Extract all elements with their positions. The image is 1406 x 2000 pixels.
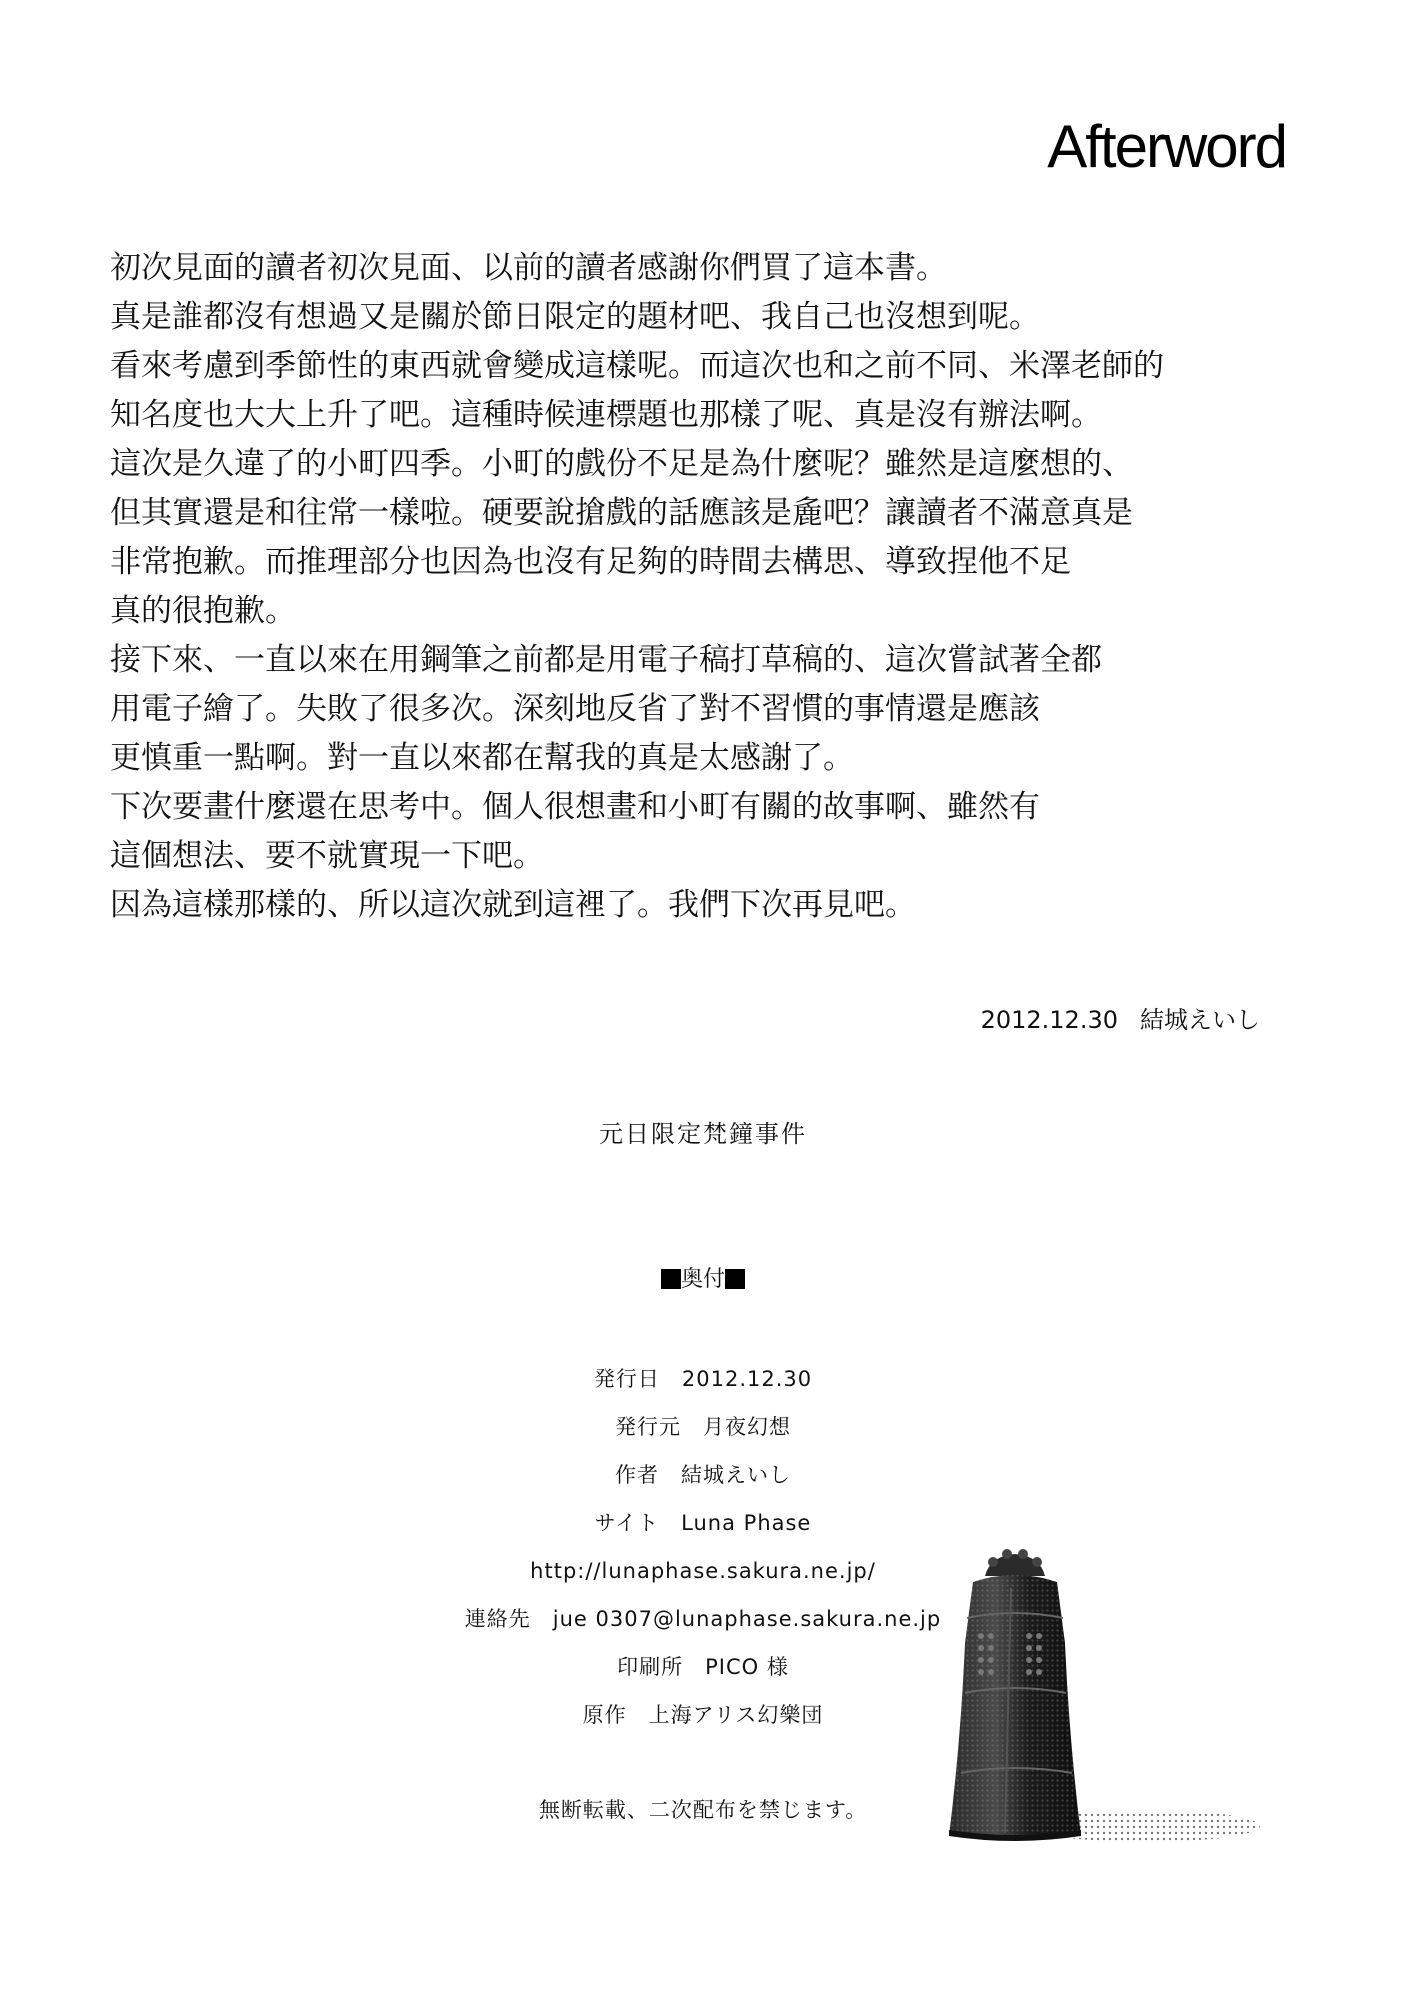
black-square-icon (661, 1269, 681, 1289)
signature-date: 2012.12.30 (980, 1006, 1118, 1034)
afterword-body (110, 244, 1290, 930)
colophon-heading-label: 奥付 (680, 1267, 725, 1292)
colophon-label: 原作 (582, 1703, 627, 1727)
colophon-url-text: http://lunaphase.sakura.ne.jp/ (530, 1559, 876, 1583)
colophon-issue-date (0, 1355, 1406, 1403)
afterword-line: 真的很抱歉。 (110, 593, 296, 629)
page-title: Afterword (1047, 113, 1286, 180)
book-title: 元日限定梵鐘事件 (599, 1120, 807, 1148)
afterword-line: 看來考慮到季節性的東西就會變成這樣呢。而這次也和之前不同、米澤老師的 (110, 348, 1164, 384)
colophon-label: 連絡先 (464, 1607, 531, 1631)
afterword-line: 但其實還是和往常一樣啦。硬要說搶戲的話應該是麁吧？讓讀者不滿意真是 (110, 495, 1133, 531)
signature-author: 結城えいし (1140, 1006, 1260, 1034)
afterword-line: 更慎重一點啊。對一直以來都在幫我的真是太感謝了。 (110, 740, 854, 776)
colophon-label: 発行元 (615, 1415, 681, 1439)
colophon-label: 作者 (615, 1463, 659, 1487)
afterword-line: 用電子繪了。失敗了很多次。深刻地反省了對不習慣的事情還是應該 (110, 691, 1040, 727)
afterword-line: 下次要畫什麼還在思考中。個人很想畫和小町有關的故事啊、雖然有 (110, 789, 1040, 825)
colophon-value: 月夜幻想 (703, 1415, 791, 1439)
colophon-label: サイト (594, 1511, 660, 1535)
colophon-label: 発行日 (593, 1367, 660, 1391)
colophon-publisher (0, 1403, 1406, 1451)
afterword-line: 這次是久違了的小町四季。小町的戲份不足是為什麼呢？雖然是這麼想的、 (110, 446, 1133, 482)
colophon-author (0, 1451, 1406, 1499)
black-square-icon (725, 1269, 745, 1289)
afterword-line: 因為這樣那樣的、所以這次就到這裡了。我們下次再見吧。 (110, 887, 916, 923)
colophon-site (0, 1499, 1406, 1547)
colophon-value: PICO 様 (705, 1655, 789, 1679)
copyright-notice: 無断転載、二次配布を禁じます。 (538, 1798, 868, 1822)
afterword-line: 真是誰都沒有想過又是關於節日限定的題材吧、我自己也沒想到呢。 (110, 299, 1040, 335)
afterword-line: 接下來、一直以來在用鋼筆之前都是用電子稿打草稿的、這次嘗試著全都 (110, 642, 1102, 678)
signature (981, 1000, 1260, 1035)
colophon-value: jue 0307@lunaphase.sakura.ne.jp (552, 1607, 942, 1631)
colophon-heading (0, 1262, 1406, 1293)
colophon-label: 印刷所 (617, 1655, 684, 1679)
afterword-line: 初次見面的讀者初次見面、以前的讀者感謝你們買了這本書。 (110, 250, 947, 286)
colophon-value: Luna Phase (681, 1511, 812, 1535)
colophon-value: 上海アリス幻樂団 (648, 1703, 824, 1727)
afterword-line: 非常抱歉。而推理部分也因為也沒有足夠的時間去構思、導致捏他不足 (110, 544, 1071, 580)
colophon-value: 結城えいし (681, 1463, 791, 1487)
afterword-line: 知名度也大大上升了吧。這種時候連標題也那樣了呢、真是沒有辦法啊。 (110, 397, 1102, 433)
temple-bell-illustration (915, 1548, 1260, 1853)
colophon-value: 2012.12.30 (681, 1367, 813, 1391)
afterword-line: 這個想法、要不就實現一下吧。 (110, 838, 544, 874)
